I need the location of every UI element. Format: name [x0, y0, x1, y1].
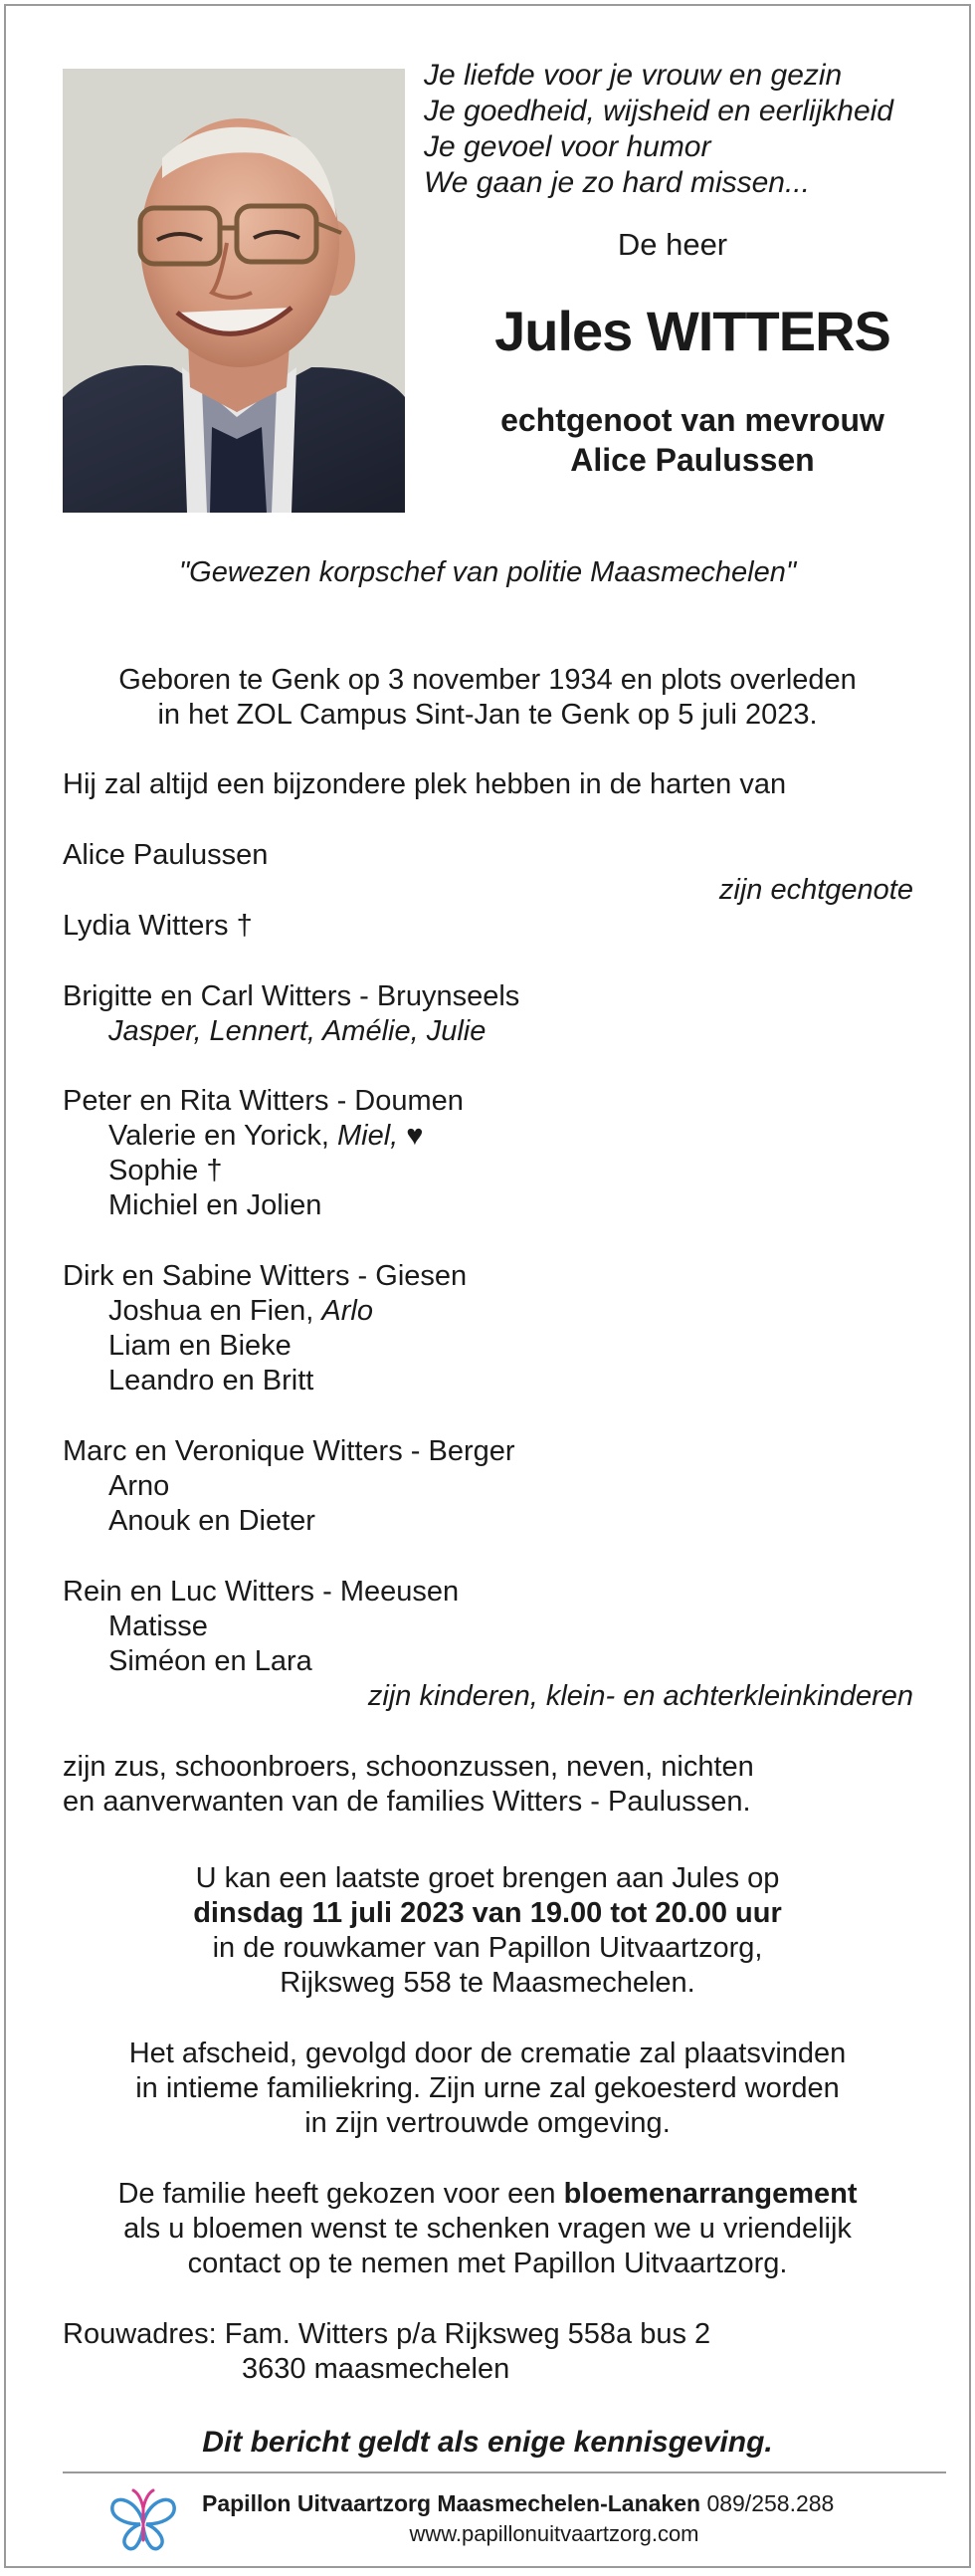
family-rein-kid1: Matisse	[108, 1610, 208, 1642]
family-brigitte-kids: Jasper, Lennert, Amélie, Julie	[108, 1015, 487, 1047]
flowers-line3: contact op te nemen met Papillon Uitvaartzorg.	[187, 2248, 788, 2279]
visit-line2: dinsdag 11 juli 2023 van 19.00 tot 20.00 uur	[193, 1897, 782, 1929]
company-website[interactable]: www.papillonuitvaartzorg.com	[409, 2521, 699, 2546]
family-dirk-kid3: Leandro en Britt	[108, 1365, 314, 1396]
family-brigitte: Brigitte en Carl Witters - Bruynseels	[63, 980, 520, 1012]
farewell-line3: in zijn vertrouwde omgeving.	[304, 2107, 671, 2139]
family-peter-kid3: Michiel en Jolien	[108, 1189, 322, 1221]
visit-line4: Rijksweg 558 te Maasmechelen.	[280, 1967, 695, 1999]
visit-line1: U kan een laatste groet brengen aan Jules op	[195, 1862, 780, 1894]
farewell-line2: in intieme familiekring. Zijn urne zal gekoesterd worden	[135, 2072, 840, 2104]
kid-name: Joshua en Fien,	[108, 1295, 322, 1327]
poem-line: Je liefde voor je vrouw en gezin	[424, 59, 843, 92]
family-marc-kid2: Anouk en Dieter	[108, 1505, 315, 1537]
address-line2: 3630 maasmechelen	[242, 2353, 510, 2385]
kid-name: Valerie en Yorick,	[108, 1120, 337, 1152]
company-phone[interactable]: 089/258.288	[706, 2490, 835, 2516]
company-name: Papillon Uitvaartzorg Maasmechelen-Lanaken	[202, 2490, 701, 2516]
final-notice: Dit bericht geldt als enige kennisgeving.	[202, 2426, 773, 2459]
family-dirk: Dirk en Sabine Witters - Giesen	[63, 1260, 468, 1292]
family-rein: Rein en Luc Witters - Meeusen	[63, 1576, 460, 1608]
visit-line3: in de rouwkamer van Papillon Uitvaartzorg,	[212, 1932, 763, 1964]
address-line1: Rouwadres: Fam. Witters p/a Rijksweg 558a bus 2	[63, 2318, 711, 2350]
poem	[424, 58, 893, 201]
wife-role: zijn echtgenote	[718, 874, 913, 906]
spouse-info	[434, 400, 951, 480]
poem-line: Je goedheid, wijsheid en eerlijkheid	[424, 95, 893, 127]
family-rein-kid2: Siméon en Lara	[108, 1645, 312, 1677]
family-role: zijn kinderen, klein- en achterkleinkinderen	[367, 1680, 913, 1712]
portrait-photo	[63, 69, 405, 513]
spouse-line2: Alice Paulussen	[570, 442, 815, 478]
obituary-page	[4, 4, 971, 2568]
footer-divider	[63, 2471, 946, 2473]
family-peter-kid1	[108, 1119, 424, 1154]
heart-symbol: ♥	[398, 1120, 424, 1152]
great-grandchild-name: Arlo	[321, 1295, 373, 1327]
birth-line1: Geboren te Genk op 3 november 1934 en plots overleden	[118, 664, 857, 696]
footer-company	[202, 2488, 834, 2518]
poem-line: Je gevoel voor humor	[424, 130, 711, 163]
family-peter: Peter en Rita Witters - Doumen	[63, 1085, 464, 1117]
family-dirk-kid2: Liam en Bieke	[108, 1330, 292, 1362]
flowers-line2: als u bloemen wenst te schenken vragen we u vriendelijk	[123, 2213, 852, 2245]
spouse-line1: echtgenoot van mevrouw	[500, 402, 884, 438]
portrait-illustration	[63, 69, 405, 513]
butterfly-icon	[108, 2484, 178, 2554]
birth-line2: in het ZOL Campus Sint-Jan te Genk op 5 juli 2023.	[157, 699, 818, 731]
poem-line: We gaan je zo hard missen...	[424, 166, 810, 199]
family-marc: Marc en Veronique Witters - Berger	[63, 1435, 515, 1467]
profession-quote: "Gewezen korpschef van politie Maasmechelen"	[178, 556, 797, 588]
family-dirk-kid1	[108, 1294, 373, 1329]
great-grandchild-name: Miel,	[337, 1120, 399, 1152]
flowers-highlight: bloemenarrangement	[563, 2178, 858, 2210]
farewell-line1: Het afscheid, gevolgd door de crematie zal plaatsvinden	[128, 2038, 847, 2069]
family-lydia: Lydia Witters †	[63, 910, 253, 942]
family-peter-kid2: Sophie †	[108, 1155, 223, 1186]
intro-line: Hij zal altijd een bijzondere plek hebben in de harten van	[63, 768, 787, 800]
family-marc-kid1: Arno	[108, 1470, 170, 1502]
wife-name: Alice Paulussen	[63, 839, 269, 871]
deceased-name: Jules WITTERS	[494, 300, 890, 362]
flowers-line1	[6, 2177, 969, 2212]
relatives-line1: zijn zus, schoonbroers, schoonzussen, neven, nichten	[63, 1751, 754, 1783]
salutation: De heer	[617, 227, 728, 262]
relatives-line2: en aanverwanten van de families Witters - Paulussen.	[63, 1786, 751, 1818]
flowers-text: De familie heeft gekozen voor een	[117, 2178, 564, 2210]
